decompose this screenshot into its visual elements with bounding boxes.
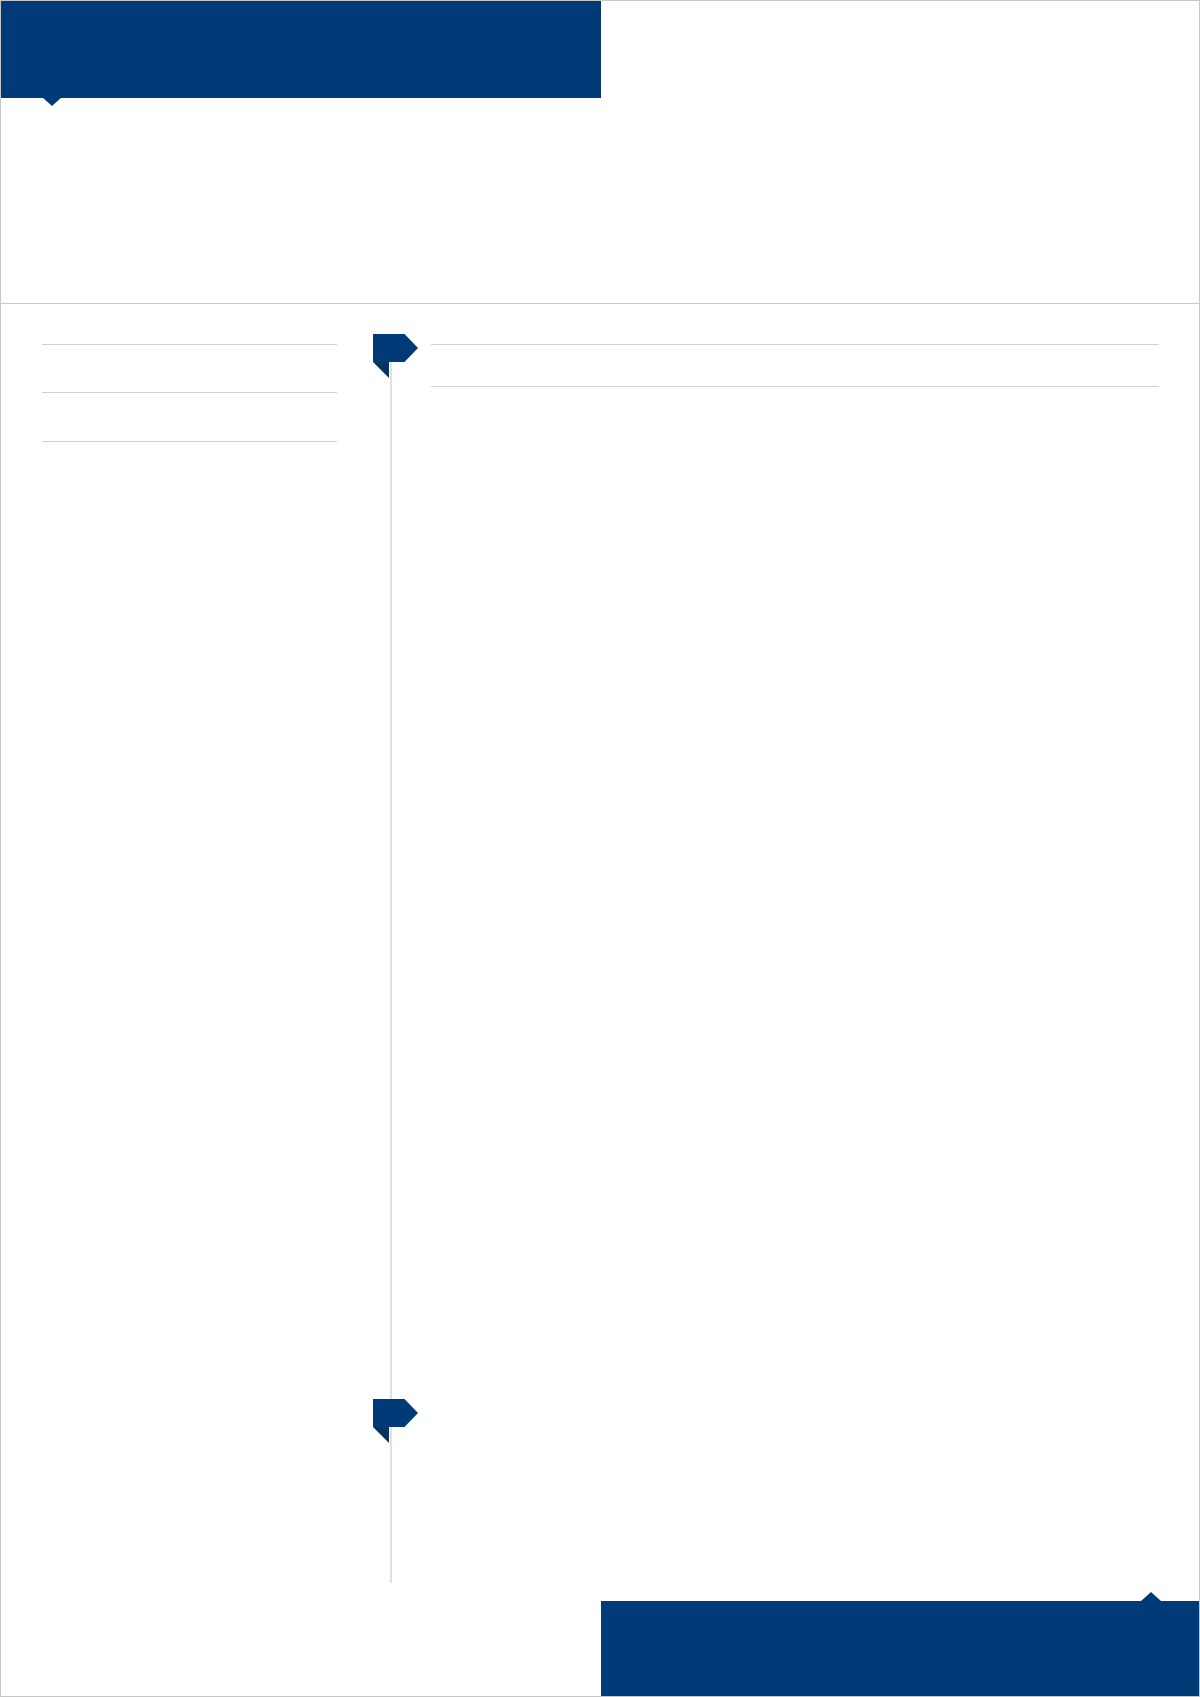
- languages-heading: [42, 433, 337, 442]
- header-divider: [1, 303, 1200, 304]
- header-notch: [42, 97, 62, 106]
- footer-band: [601, 1601, 1200, 1697]
- education-heading: [431, 378, 1159, 387]
- skills-heading: [42, 384, 337, 393]
- left-column: [42, 336, 337, 442]
- column-divider: [390, 335, 392, 1583]
- education-flag-fold-icon: [373, 1427, 389, 1443]
- experience-flag-fold-icon: [373, 362, 389, 378]
- experience-heading: [431, 336, 1159, 345]
- experience-flag-icon: [373, 334, 418, 362]
- personal-info-heading: [42, 336, 337, 345]
- education-flag-icon: [373, 1399, 418, 1427]
- header-band: [1, 1, 601, 98]
- footer-notch: [1141, 1592, 1161, 1601]
- right-column: [431, 336, 1159, 387]
